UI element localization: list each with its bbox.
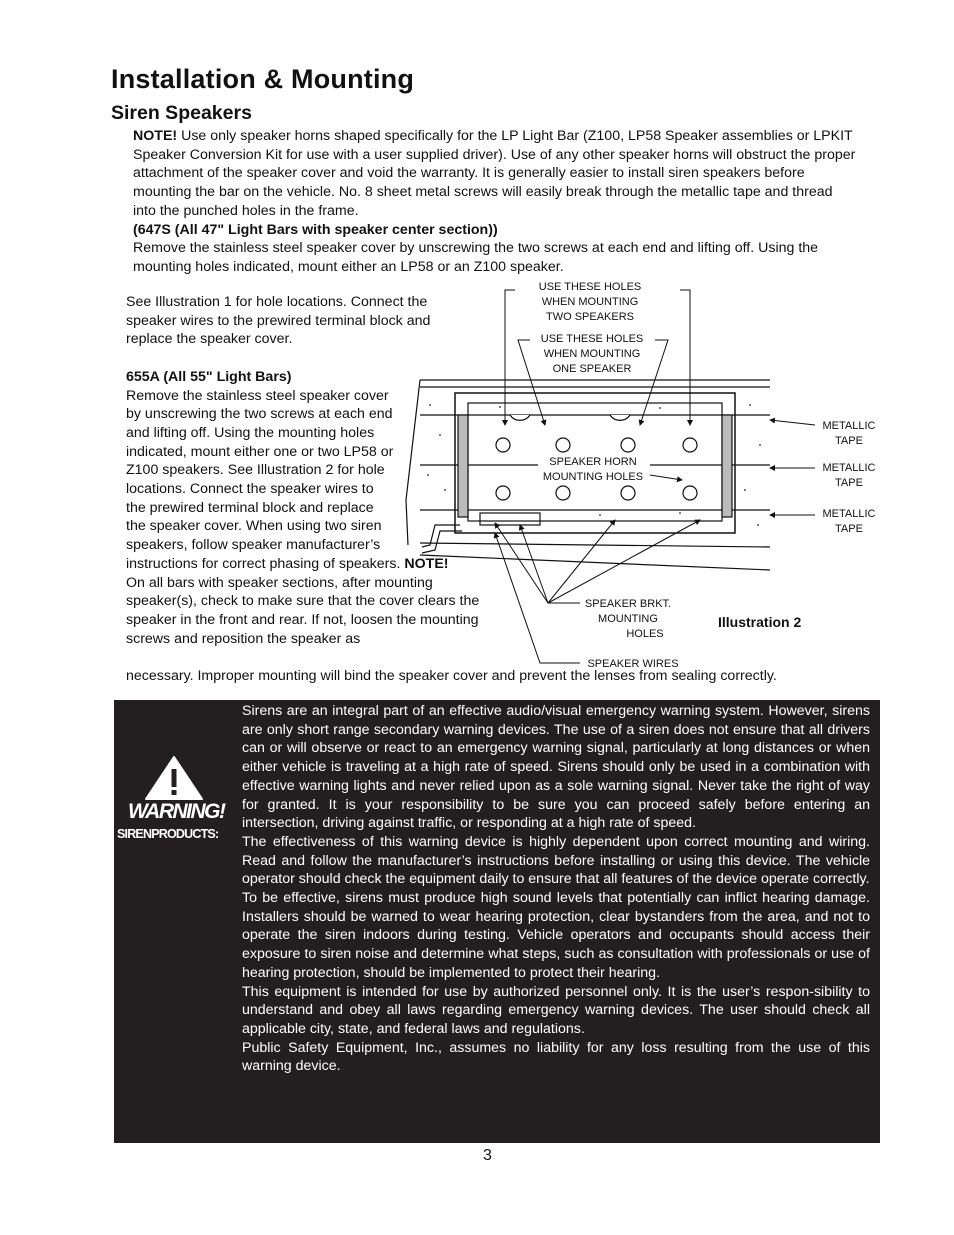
illustration-1-text: See Illustration 1 for hole locations. Connect the speaker wires to the prewired terminal block and replace the speaker cover.: [126, 294, 431, 348]
svg-text:SPEAKER BRKT.: SPEAKER BRKT.: [584, 598, 672, 610]
note-text: Use only speaker horns shaped specifically for the LP Light Bar (Z100, LP58 Speaker assemblies or LPKIT Speaker Conversion Kit for use with a user supplied driver). Use of any other speaker horns will obstruct the proper attachment of the speaker cover and void the warranty. It is generally easier to install siren speakers before mounting the bar on the vehicle. No. 8 sheet metal screws will easily break through the metallic tape and thread into the punched holes in the frame.: [133, 128, 856, 219]
note-label: NOTE!: [133, 128, 178, 144]
page-number: 3: [483, 1147, 492, 1164]
page-title: Installation & Mounting: [111, 64, 415, 94]
section-title: Siren Speakers: [111, 102, 252, 124]
svg-text:METALLIC: METALLIC: [822, 508, 876, 520]
label-one-speaker: [541, 333, 644, 375]
label-metallic-tape-2: [823, 462, 876, 489]
intro-text: [133, 127, 857, 277]
after-note-text: On all bars with speaker sections, after mounting speaker(s), check to make sure that the cover clears the speaker in the front and rear. If not, loosen the mounting screws and reposition the speaker as: [126, 574, 480, 647]
svg-text:USE THESE HOLES: USE THESE HOLES: [538, 281, 642, 293]
svg-text:METALLIC: METALLIC: [822, 420, 876, 432]
warning-label: WARNING!: [128, 800, 225, 823]
illustration-2-diagram: [400, 275, 880, 675]
note-paragraph: [133, 127, 857, 221]
svg-text:TAPE: TAPE: [835, 477, 863, 489]
svg-text:WHEN MOUNTING: WHEN MOUNTING: [543, 348, 641, 360]
label-metallic-tape-3: [823, 508, 876, 535]
warning-box: [114, 700, 880, 1143]
warning-paragraph: Sirens are an integral part of an effective audio/visual emergency warning system. However, sirens are only short range secondary warning devices. The use of a siren does not ensure that all drivers can or will observe or react to an emergency warning signal, particularly at long distances or when either vehicle is traveling at a high rate of speed. Sirens should only be used in a combination with effective warning lights and never relied upon as a sole warning signal. Never take the right of way for granted. It is your responsibility to be sure you can proceed safely before entering an intersection, driving against traffic, or responding at a high rate of speed.: [242, 703, 870, 832]
note-label-2: NOTE!: [404, 555, 449, 572]
warning-paragraph: This equipment is intended for use by authorized personnel only. It is the user’s respon-sibility to understand and obey all laws regarding emergency warning devices. The user should check all applicable city, state, and federal laws and regulations.: [242, 983, 870, 1037]
svg-text:ONE SPEAKER: ONE SPEAKER: [552, 363, 632, 375]
svg-text:WHEN MOUNTING: WHEN MOUNTING: [541, 296, 639, 308]
svg-text:TWO SPEAKERS: TWO SPEAKERS: [545, 311, 635, 323]
svg-text:METALLIC: METALLIC: [822, 462, 876, 474]
warning-subject: SIRENPRODUCTS:: [117, 827, 219, 841]
section-655-text: Remove the stainless steel speaker cover by unscrewing the two screws at each end and lifting off. Using the mounting holes indicated, mount either one or two LP58 or Z100 speakers. See Illustration 2 for hole locations. Connect the speaker wires to the prewired terminal block and replace the speaker cover. When using two siren speakers, follow speaker manufacturer’s: [126, 387, 394, 554]
warning-paragraph: Public Safety Equipment, Inc., assumes no liability for any loss resulting from the use of this warning device.: [242, 1039, 870, 1075]
section-655-heading: 655A (All 55" Light Bars): [126, 368, 292, 385]
phasing-text: instructions for correct phasing of speakers. NOTE!: [126, 555, 449, 572]
svg-text:TAPE: TAPE: [835, 523, 863, 535]
svg-text:HOLES: HOLES: [626, 628, 664, 640]
last-line-text: necessary. Improper mounting will bind the speaker cover and prevent the lenses from sealing correctly.: [126, 668, 777, 684]
label-speaker-wires: SPEAKER WIRES: [587, 658, 679, 670]
label-horn-holes: [538, 453, 650, 483]
label-metallic-tape-1: [823, 420, 876, 447]
label-two-speakers: [539, 281, 642, 323]
warning-paragraph: The effectiveness of this warning device is highly dependent upon correct mounting and wiring. Read and follow the manufacturer’s instructions before installing or using this device. The vehicle operator should check the equipment daily to ensure that all features of the device operate correctly.: [242, 833, 870, 888]
section-647-heading: (647S (All 47" Light Bars with speaker center section)): [133, 221, 498, 238]
svg-text:USE THESE HOLES: USE THESE HOLES: [540, 333, 644, 345]
warning-paragraph: To be effective, sirens must produce high sound levels that potentially can inflict hearing damage. Installers should be warned to wear hearing protection, clear bystanders from the area, and not to operate the siren indoors during testing. Vehicle operators and occupants should access their exposure to siren noise and determine what steps, such as consultation with professionals or use of hearing protection, should be implemented to protect their hearing.: [242, 890, 870, 981]
svg-text:MOUNTING: MOUNTING: [598, 613, 658, 625]
warning-text: [242, 702, 870, 1076]
illustration-caption: Illustration 2: [718, 614, 802, 630]
svg-text:SPEAKER HORN: SPEAKER HORN: [549, 456, 637, 468]
label-bracket-holes: [585, 598, 671, 640]
section-647-text: Remove the stainless steel speaker cover by unscrewing the two screws at each end and lifting off. Using the mounting holes indicated, mount either an LP58 or an Z100 speaker.: [133, 240, 819, 275]
warning-triangle-icon: [144, 755, 204, 801]
svg-text:TAPE: TAPE: [835, 435, 863, 447]
svg-text:MOUNTING HOLES: MOUNTING HOLES: [542, 471, 644, 483]
